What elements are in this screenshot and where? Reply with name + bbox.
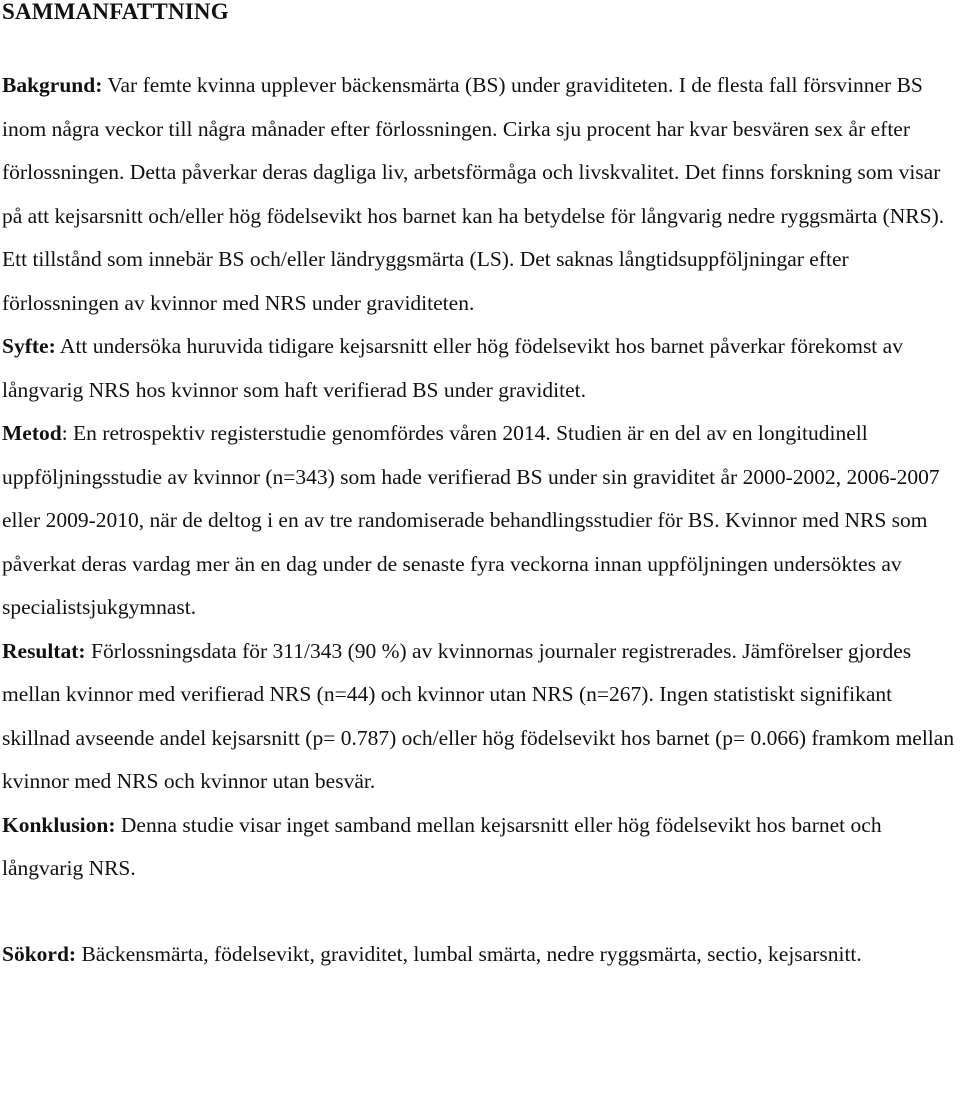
section-text-aim: Att undersöka huruvida tidigare kejsarsnitt eller hög födelsevikt hos barnet påverkar förekomst av långvarig NRS hos kvinnor som haft verifierad BS under graviditet. <box>2 334 903 402</box>
section-label-method: Metod <box>2 421 62 445</box>
section-aim <box>2 325 958 412</box>
section-text-background: Var femte kvinna upplever bäckensmärta (BS) under graviditeten. I de flesta fall försvinner BS inom några veckor till några månader efter förlossningen. Cirka sju procent har kvar besvären sex år efter förlossningen. Detta påverkar deras dagliga liv, arbetsförmåga och livskvalitet. Det finns forskning som visar på att kejsarsnitt och/eller hög födelsevikt hos barnet kan ha betydelse för långvarig nedre ryggsmärta (NRS). Ett tillstånd som innebär BS och/eller ländryggsmärta (LS). Det saknas långtidsuppföljningar efter förlossningen av kvinnor med NRS under graviditeten. <box>2 73 945 315</box>
section-label-keywords: Sökord: <box>2 941 77 966</box>
section-text-method: : En retrospektiv registerstudie genomfördes våren 2014. Studien är en del av en longitudinell uppföljningsstudie av kvinnor (n=343) som hade verifierad BS under sin graviditet år 2000-2002, 2006-2007 eller 2009-2010, när de deltog i en av tre randomiserade behandlingsstudier för BS. Kvinnor med NRS som påverkat deras vardag mer än en dag under de senaste fyra veckorna innan uppföljningen undersöktes av specialistsjukgymnast. <box>2 421 940 619</box>
section-text-results: Förlossningsdata för 311/343 (90 %) av kvinnornas journaler registrerades. Jämförelser gjordes mellan kvinnor med verifierad NRS (n=44) och kvinnor utan NRS (n=267). Ingen statistiskt signifikant skillnad avseende andel kejsarsnitt (p= 0.787) och/eller hög födelsevikt hos barnet (p= 0.066) framkom mellan kvinnor med NRS och kvinnor utan besvär. <box>2 638 955 793</box>
section-text-conclusion: Denna studie visar inget samband mellan kejsarsnitt eller hög födelsevikt hos barnet och långvarig NRS. <box>2 812 882 880</box>
document-page <box>2 0 958 976</box>
section-label-aim: Syfte: <box>2 334 56 358</box>
section-label-background: Bakgrund: <box>2 73 103 97</box>
section-spacer <box>2 891 958 933</box>
section-method <box>2 412 958 630</box>
section-label-conclusion: Konklusion: <box>2 812 116 837</box>
section-background <box>2 64 958 325</box>
section-keywords <box>2 933 958 977</box>
page-title: SAMMANFATTNING <box>2 0 229 24</box>
section-results <box>2 630 958 804</box>
section-label-results: Resultat: <box>2 638 86 663</box>
section-text-keywords: Bäckensmärta, födelsevikt, graviditet, lumbal smärta, nedre ryggsmärta, sectio, kejsarsnitt. <box>76 941 862 966</box>
section-conclusion <box>2 804 958 891</box>
